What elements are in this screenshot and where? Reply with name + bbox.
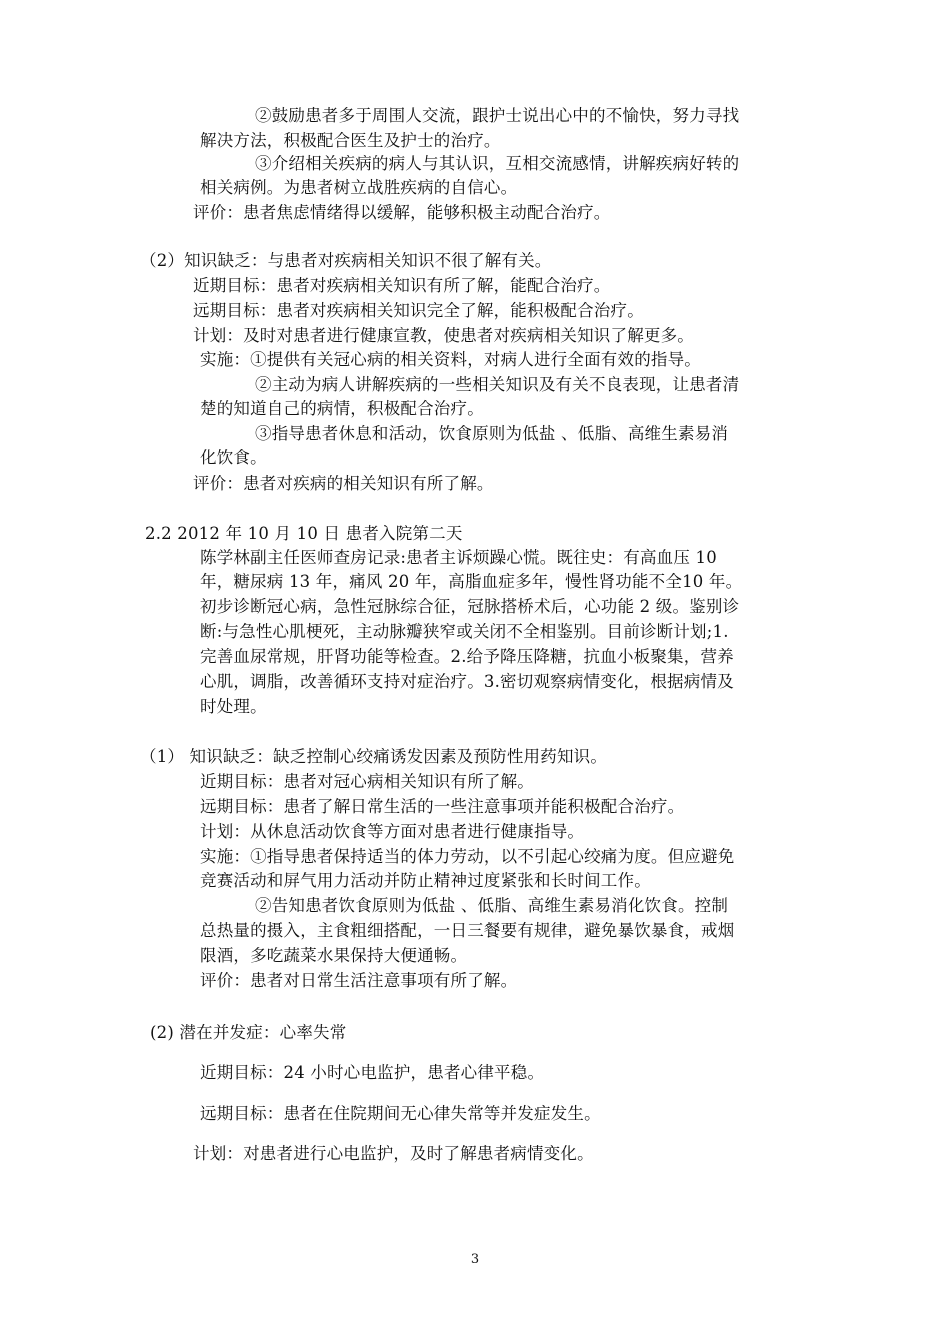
text-line: 远期目标：患者在住院期间无心律失常等并发症发生。	[200, 1104, 601, 1123]
text-line: 相关病例。为患者树立战胜疾病的自信心。	[200, 178, 518, 197]
text-line: （1） 知识缺乏：缺乏控制心绞痛诱发因素及预防性用药知识。	[140, 747, 608, 766]
text-line: 心肌，调脂，改善循环支持对症治疗。3.密切观察病情变化，根据病情及	[200, 672, 734, 691]
text-line: 近期目标：患者对冠心病相关知识有所了解。	[200, 772, 534, 791]
page-number: 3	[470, 1252, 480, 1267]
text-line: 远期目标：患者了解日常生活的一些注意事项并能积极配合治疗。	[200, 797, 685, 816]
text-line: 初步诊断冠心病，急性冠脉综合征，冠脉搭桥术后，心功能 2 级。鉴别诊	[200, 597, 740, 616]
text-line: 近期目标：患者对疾病相关知识有所了解，能配合治疗。	[193, 276, 611, 295]
text-line: 解决方法，积极配合医生及护士的治疗。	[200, 131, 501, 150]
text-line: ②主动为病人讲解疾病的一些相关知识及有关不良表现，让患者清	[255, 375, 740, 394]
text-line: 实施：①指导患者保持适当的体力劳动，以不引起心绞痛为度。但应避免	[200, 847, 735, 866]
text-line: 实施：①提供有关冠心病的相关资料，对病人进行全面有效的指导。	[200, 350, 701, 369]
text-line: 计划：从休息活动饮食等方面对患者进行健康指导。	[200, 822, 585, 841]
text-line: （2）知识缺乏：与患者对疾病相关知识不很了解有关。	[140, 251, 552, 270]
text-line: 评价：患者对日常生活注意事项有所了解。	[200, 971, 518, 990]
text-line: 总热量的摄入，主食粗细搭配，一日三餐要有规律，避免暴饮暴食，戒烟	[200, 921, 735, 940]
text-line: 化饮食。	[200, 448, 267, 467]
text-line: 评价：患者焦虑情绪得以缓解，能够积极主动配合治疗。	[193, 203, 611, 222]
text-line: 远期目标：患者对疾病相关知识完全了解，能积极配合治疗。	[193, 301, 644, 320]
text-line: 评价：患者对疾病的相关知识有所了解。	[193, 474, 494, 493]
text-line: (2) 潜在并发症：心率失常	[150, 1023, 347, 1042]
text-line: 2.2 2012 年 10 月 10 日 患者入院第二天	[145, 524, 463, 543]
text-line: 计划：及时对患者进行健康宣教，使患者对疾病相关知识了解更多。	[193, 326, 694, 345]
text-line: 完善血尿常规，肝肾功能等检查。2.给予降压降糖，抗血小板聚集，营养	[200, 647, 734, 666]
text-line: 楚的知道自己的病情，积极配合治疗。	[200, 399, 484, 418]
text-line: 陈学林副主任医师查房记录:患者主诉烦躁心慌。既往史：有高血压 10	[200, 548, 717, 567]
text-line: ③介绍相关疾病的病人与其认识，互相交流感情，讲解疾病好转的	[255, 154, 740, 173]
text-line: 断:与急性心肌梗死，主动脉瓣狭窄或关闭不全相鉴别。目前诊断计划;1.	[200, 622, 729, 641]
text-line: ②鼓励患者多于周围人交流，跟护士说出心中的不愉快，努力寻找	[255, 106, 740, 125]
text-line: 年，糖尿病 13 年，痛风 20 年，高脂血症多年，慢性肾功能不全10 年。	[200, 572, 743, 591]
text-line: 时处理。	[200, 697, 267, 716]
text-line: 竞赛活动和屏气用力活动并防止精神过度紧张和长时间工作。	[200, 871, 651, 890]
text-line: 近期目标：24 小时心电监护，患者心律平稳。	[200, 1063, 545, 1082]
text-line: ③指导患者休息和活动，饮食原则为低盐 、低脂、高维生素易消	[255, 424, 729, 443]
text-line: 限酒，多吃蔬菜水果保持大便通畅。	[200, 946, 468, 965]
text-line: 计划：对患者进行心电监护，及时了解患者病情变化。	[193, 1144, 594, 1163]
text-line: ②告知患者饮食原则为低盐 、低脂、高维生素易消化饮食。控制	[255, 896, 729, 915]
